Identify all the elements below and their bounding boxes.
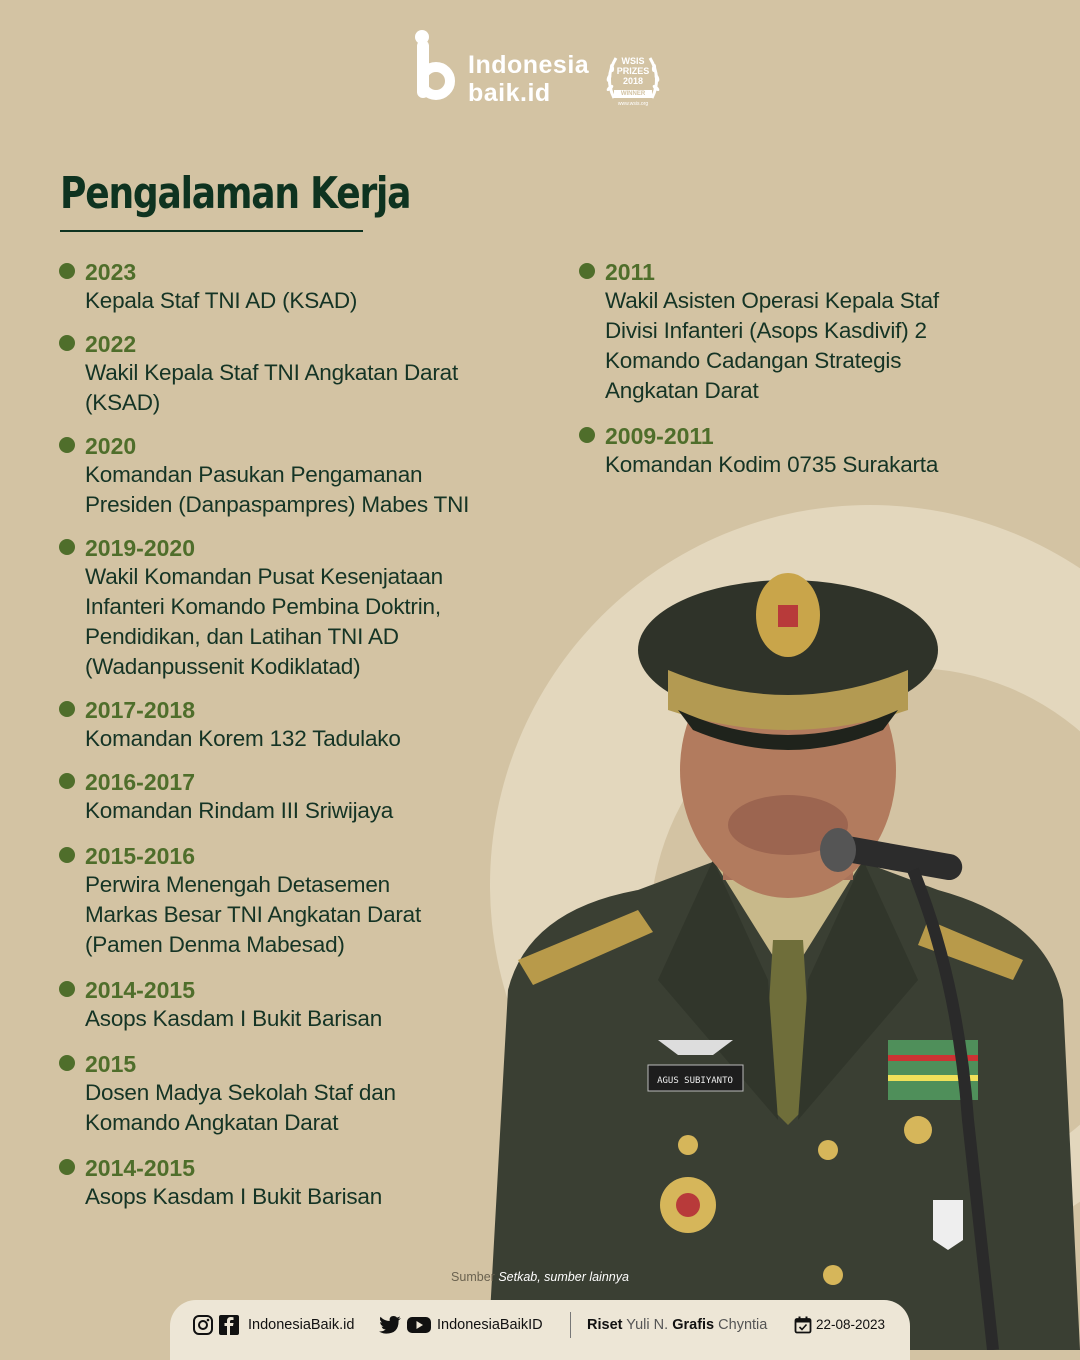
title-underline [60,230,363,232]
twitter-icon[interactable] [378,1314,402,1336]
career-role: Perwira Menengah Detasemen Markas Besar TNI Angkatan Darat (Pamen Denma Mabesad) [85,872,422,957]
badge-line3: 2018 [622,76,644,86]
career-year: 2022 [85,331,137,357]
career-year: 2011 [605,259,655,285]
career-role: Komandan Kodim 0735 Surakarta [605,452,939,477]
career-year: 2017-2018 [85,697,195,723]
career-role: Kepala Staf TNI AD (KSAD) [85,288,358,313]
bullet-icon [59,437,75,453]
riset-label: Riset [587,1317,623,1333]
grafis-label: Grafis [672,1317,715,1333]
riset-name: Yuli N. [626,1317,669,1333]
career-item [58,432,498,520]
grafis-name: Chyntia [718,1317,768,1333]
career-item [578,422,1018,480]
career-item [58,1050,498,1138]
source-credit [0,1270,1080,1284]
career-role: Wakil Kepala Staf TNI Angkatan Darat (KSAD) [85,360,458,415]
logo-line1: Indonesia [468,51,590,79]
facebook-icon[interactable] [218,1314,240,1336]
career-role: Komandan Rindam III Sriwijaya [85,798,394,823]
page-title: Pengalaman Kerja [60,168,411,219]
bullet-icon [579,427,595,443]
bullet-icon [59,981,75,997]
career-role: Wakil Komandan Pusat Kesenjataan Infanteri Komando Pembina Doktrin, Pendidikan, dan Latihan TNI AD (Wadanpussenit Kodiklatad) [85,564,443,679]
officer-photo [488,560,1080,1350]
bullet-icon [59,1055,75,1071]
footer-handle-social[interactable]: IndonesiaBaik.id [248,1317,355,1333]
source-label: Sumber [451,1270,495,1284]
career-year: 2014-2015 [85,977,195,1003]
career-year: 2019-2020 [85,535,195,561]
indonesiabaik-logo [414,30,674,110]
source-value: Setkab, sumber lainnya [498,1270,629,1284]
badge-line2: PRIZES [616,66,650,76]
career-year: 2020 [85,433,137,459]
career-item [58,976,498,1034]
youtube-icon[interactable] [406,1314,432,1336]
career-item [58,768,498,826]
career-role: Asops Kasdam I Bukit Barisan [85,1184,383,1209]
wsis-badge [602,48,664,110]
career-year: 2023 [85,259,137,285]
career-list-left [58,258,498,1212]
career-role: Komandan Korem 132 Tadulako [85,726,401,751]
career-item [58,534,498,682]
bullet-icon [59,847,75,863]
career-item [578,258,1018,406]
bullet-icon [59,335,75,351]
career-year: 2009-2011 [605,423,714,449]
badge-winner: WINNER [620,91,646,97]
footer-credits [587,1314,767,1336]
career-year: 2014-2015 [85,1155,195,1181]
footer-handle-video[interactable]: IndonesiaBaikID [437,1317,543,1333]
bullet-icon [59,701,75,717]
footer-bar [170,1300,910,1360]
career-role: Komandan Pasukan Pengamanan Presiden (Danpaspampres) Mabes TNI [85,462,470,517]
bullet-icon [59,773,75,789]
career-year: 2016-2017 [85,769,195,795]
career-item [58,696,498,754]
badge-url: www.wsis.org [617,101,649,107]
career-year: 2015 [85,1051,137,1077]
career-year: 2015-2016 [85,843,195,869]
instagram-icon[interactable] [192,1314,214,1336]
logo-line2: baik.id [468,79,551,107]
career-item [58,842,498,960]
bullet-icon [59,263,75,279]
bullet-icon [59,1159,75,1175]
name-tag: AGUS SUBIYANTO [657,1076,733,1086]
career-item [58,330,498,418]
career-list-right [578,258,1018,480]
bullet-icon [579,263,595,279]
badge-line1: WSIS [621,56,645,66]
footer-date: 22-08-2023 [816,1317,886,1332]
footer-separator [570,1312,571,1338]
calendar-icon [794,1316,812,1334]
career-role: Asops Kasdam I Bukit Barisan [85,1006,383,1031]
career-role: Dosen Madya Sekolah Staf dan Komando Angkatan Darat [85,1080,396,1135]
career-item [58,1154,498,1212]
career-role: Wakil Asisten Operasi Kepala Staf Divisi Infanteri (Asops Kasdivif) 2 Komando Cadangan Strategis Angkatan Darat [605,288,939,403]
career-item [58,258,498,316]
bullet-icon [59,539,75,555]
